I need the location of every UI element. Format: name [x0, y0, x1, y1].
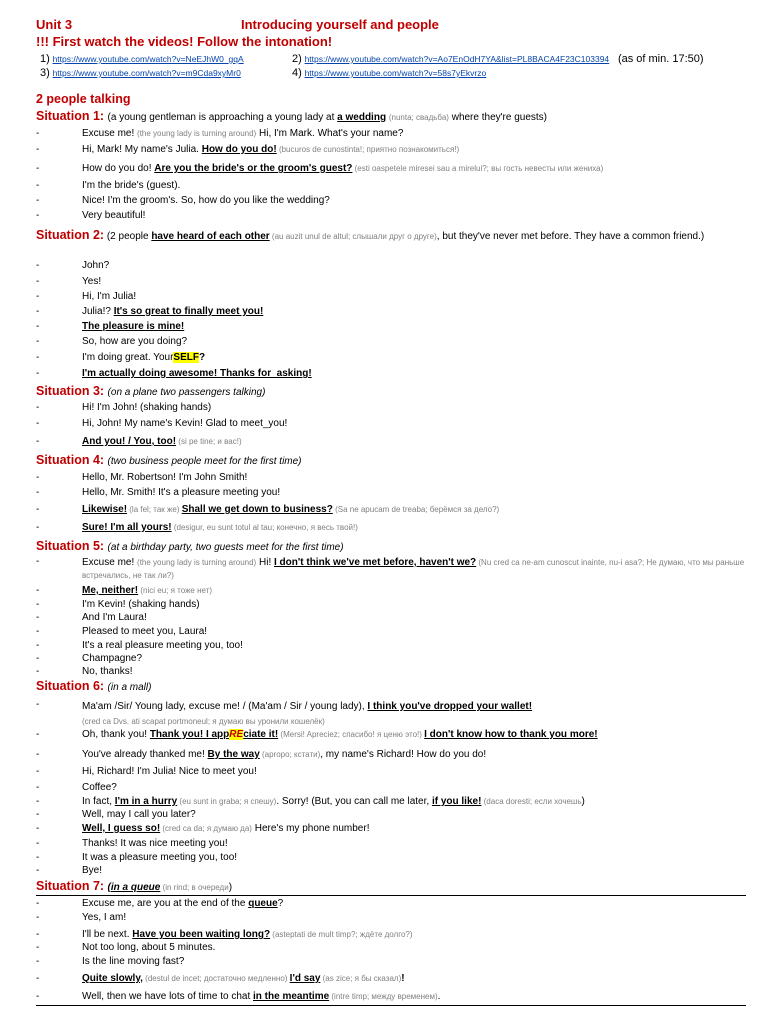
video-link-3[interactable]: https://www.youtube.com/watch?v=m9Cda9xyMr0: [52, 68, 241, 78]
link-item: 1) https://www.youtube.com/watch?v=NeEJhW0_gqA: [40, 53, 244, 65]
situation-3-heading: Situation 3: (on a plane two passengers talking): [36, 384, 266, 398]
link-note: (as of min. 17:50): [617, 53, 704, 65]
situation-7-heading: Situation 7: (in a queue (in rind; в очереди): [36, 879, 233, 893]
link-item: 3) https://www.youtube.com/watch?v=m9Cda9xyMr0: [40, 67, 241, 79]
video-link-4[interactable]: https://www.youtube.com/watch?v=58s7yEkvrzo: [304, 68, 487, 78]
unit-label: Unit 3: [36, 17, 73, 32]
situation-4-heading: Situation 4: (two business people meet for the first time): [36, 453, 302, 467]
dialogue-line: - Excuse me! (the young lady is turning around) Hi! I don't think we've met before, haven't we? (Nu cred ca ne-am cunoscut inainte, nu-i asa?; Не думаю, что мы раньше встречались, не так ли?): [36, 556, 745, 580]
document-page: Unit 3 Introducing yourself and people !!! First watch the videos! Follow the intonation! 1) https://www.youtube.com/watch?v=NeEJhW0_gqA 2) https://www.youtube.com/watch?v=Ao7EnOdH7YA&list=PL8BACA4F23C103394 (as of min. 17:50) 3) https://www.youtube.com/watch?v=m9Cda9xyMr0 4) https://www.youtube.com/watch?v=58s7yEkvrzo 2 people talking Situation 1: (a young gentleman is approaching a young lady at a wedding (nunta; свадьба) where they're guests) - Excuse me! (the young lady is turning around) Hi, I'm Mark. What's your name? - Hi, Mark! My name's Julia. How do you do! (bucuros de cunostinta!; приятно познакомиться!) - How do you do! Are you the bride's or the groom's guest? (esti oaspetele miresei sau a mirelui?; вы гость невесты или жениха) - I'm the bride's (guest). - Nice! I'm the groom's. So, how do you like the wedding? - Very beautiful! Situation 2: (2 people have heard of each other (au auzit unul de altul; слышали друг о друге), but they've never met before. They have a common friend.) - John? - Yes! - Hi, I'm Julia! - Julia!? It's so great to finally meet you! - The pleasure is mine! - So, how are you doing? - I'm doing great. YourSELF? - I'm actually doing awesome! Thanks for_asking! Situation 3: (on a plane two passengers talking) - Hi! I'm John! (shaking hands) - Hi, John! My name's Kevin! Glad to meet_you! - And you! / You, too! (si pe tine; и вас!) Situation 4: (two business people meet for the first time) - Hello, Mr. Robertson! I'm John Smith! - Hello, Mr. Smith! It's a pleasure meeting you! - Likewise! (la fel; так же) Shall we get down to business? (Sa ne apucam de treaba; берёмся за дело?) - Sure! I'm all yours! (desigur, eu sunt totul al tau; конечно, я весь твой!) Situation 5: (at a birthday party, two guests meet for the first time) - Excuse me! (the young lady is turning around) Hi! I don't think we've met before, haven't we? (Nu cred ca ne-am cunoscut inainte, nu-i asa?; Не думаю, что мы раньше встречались, не так ли?) - Me, neither! (nici eu; я тоже нет) - I'm Kevin! (shaking hands) - And I'm Laura! - Pleased to meet you, Laura! - It's a real pleasure meeting you, too! - Champagne? - No, thanks! Situation 6: (in a mall) - Ma'am /Sir/ Young lady, excuse me! / (Ma'am / Sir / young lady), I think you've dropped your wallet! (cred ca Dvs. ati scapat portmoneul; я думаю вы уронили кошелёк) - Oh, thank you! Thank you! I appREciate it! (Mersi! Apreciez; спасибо! я ценю это!) I don't know how to thank you more! - You've already thanked me! By the way (apropo; кстати), my name's Richard! How do you do! - Hi, Richard! I'm Julia! Nice to meet you! - Coffee? - In fact, I'm in a hurry (eu sunt in graba; я спешу). Sorry! (But, you can call me later, if you like! (daca doresti; если хочешь) - Well, may I call you later? - Well, I guess so! (cred ca da; я думаю да) Here's my phone number! - Thanks! It was nice meeting you! - It was a pleasure meeting you, too! - Bye! Situation 7: (in a queue (in rind; в очереди) - Excuse me, are you at the end of the queue? - Yes, I am! - I'll be next. Have you been waiting long? (asteptati de mult timp?; ждёте долго?) - Not too long, about 5 minutes. - Is the line moving fast? - Quite slowly, (destul de incet; достаточно медленно) I'd say (as zice; я бы сказал)! - Well, then we have lots of time to chat in the meantime (intre timp; между временем).: [0, 0, 768, 1024]
page-title: Introducing yourself and people: [241, 17, 439, 32]
situation-6-heading: Situation 6: (in a mall): [36, 679, 152, 693]
video-link-1[interactable]: https://www.youtube.com/watch?v=NeEJhW0_gqA: [52, 54, 244, 64]
situation-1-heading: Situation 1: (a young gentleman is approaching a young lady at a wedding (nunta; свадьба) where they're guests): [36, 109, 548, 123]
video-link-2[interactable]: https://www.youtube.com/watch?v=Ao7EnOdH7YA&list=PL8BACA4F23C103394: [304, 54, 610, 64]
situation-5-heading: Situation 5: (at a birthday party, two guests meet for the first time): [36, 539, 344, 553]
situation-2-heading: Situation 2: (2 people have heard of each other (au auzit unul de altul; слышали друг о друге), but they've never met before. They have a common friend.): [36, 228, 705, 242]
section-title: 2 people talking: [36, 92, 131, 106]
dialogue-line: - Ma'am /Sir/ Young lady, excuse me! / (Ma'am / Sir / young lady), I think you've dropped your wallet! (cred ca Dvs. ati scapat portmoneul; я думаю вы уронили кошелёк): [36, 699, 533, 726]
divider: [36, 1005, 746, 1006]
divider: [36, 895, 746, 896]
link-item: 2) https://www.youtube.com/watch?v=Ao7EnOdH7YA&list=PL8BACA4F23C103394 (as of min. 17:50): [292, 53, 704, 65]
link-item: 4) https://www.youtube.com/watch?v=58s7yEkvrzo: [292, 67, 487, 79]
instruction: !!! First watch the videos! Follow the intonation!: [36, 34, 333, 49]
